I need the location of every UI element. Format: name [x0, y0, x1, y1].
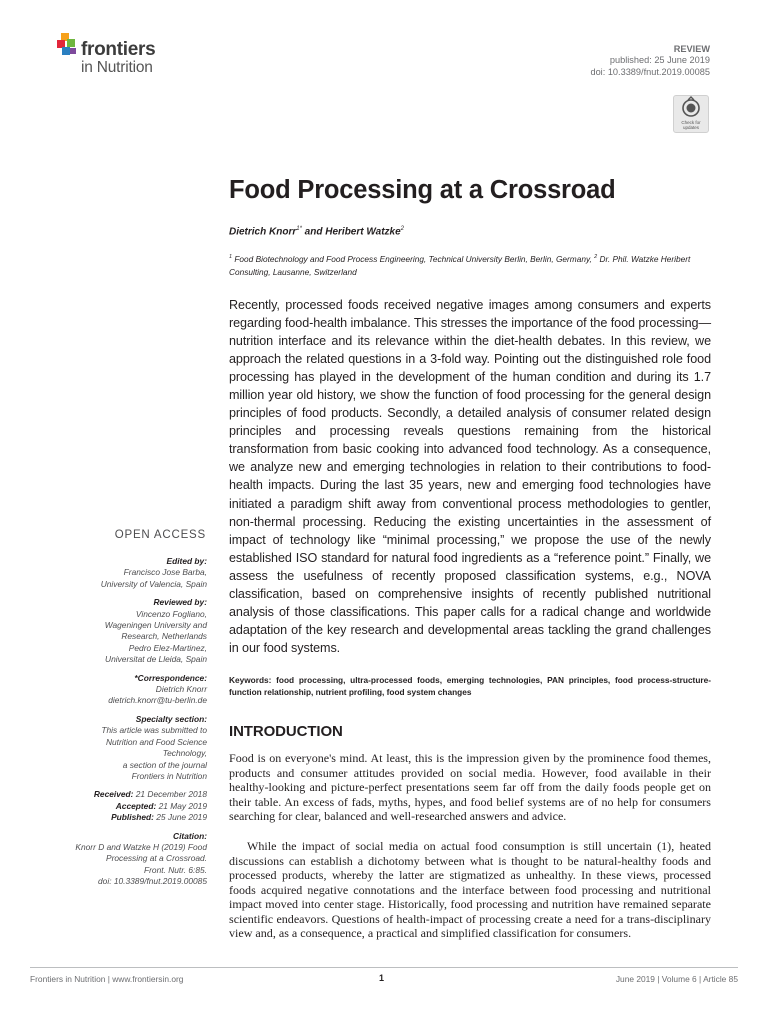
sidebar-line: Front. Nutr. 6:85. — [144, 864, 207, 875]
open-access-label: OPEN ACCESS — [114, 529, 206, 541]
article-sidebar — [40, 556, 207, 895]
article-dates — [40, 789, 207, 823]
journal-logo[interactable] — [57, 33, 187, 78]
correspondence-email-link[interactable]: dietrich.knorr@tu-berlin.de — [108, 695, 207, 706]
date-label: Published: — [111, 812, 154, 823]
sidebar-label: Specialty section: — [135, 713, 207, 724]
published-date-sidebar — [40, 812, 207, 823]
sidebar-line: Research, Netherlands — [121, 631, 207, 642]
article-doi[interactable]: doi: 10.3389/fnut.2019.00085 — [590, 66, 710, 77]
sidebar-line: University of Valencia, Spain — [100, 578, 207, 589]
sidebar-line: a section of the journal — [122, 759, 207, 770]
edited-by — [40, 556, 207, 590]
sidebar-line[interactable]: Frontiers in Nutrition — [131, 770, 207, 781]
sidebar-line[interactable]: Vincenzo Fogliano, — [135, 608, 207, 619]
sidebar-line[interactable]: Francisco Jose Barba, — [123, 567, 207, 578]
affiliation-text: Food Biotechnology and Food Process Engineering, Technical University Berlin, Berlin, Germany, — [232, 253, 595, 264]
keywords: Keywords: food processing, ultra-processed foods, emerging technologies, PAN principles, food process-structure-function relationship, nutrient profiling, food system changes — [229, 675, 711, 697]
date-label: Accepted: — [115, 800, 157, 811]
accepted-date — [40, 801, 207, 812]
body-paragraph: Food is on everyone's mind. At least, this is the impression given by the prominence food themes, products and consumer attitudes provided on social media. However, food available in their healthy-looking and picture-perfect presentations seem far off from the daily foods people get on their table. An excess of fads, myths, hypes, and food belief systems are of no help for consumers searching for clear, balanced and well-researched answers and advice. — [229, 751, 711, 824]
check-updates-label: Check for updates — [681, 120, 701, 130]
author-name[interactable]: Heribert Watzke — [325, 226, 401, 238]
sidebar-label: *Correspondence: — [134, 672, 207, 683]
published-date: published: 25 June 2019 — [609, 55, 710, 66]
footer-divider — [30, 967, 738, 968]
footer-journal-link[interactable]: Frontiers in Nutrition | www.frontiersin.org — [30, 974, 184, 984]
sidebar-line: Technology, — [162, 748, 207, 759]
sidebar-label: Reviewed by: — [153, 597, 207, 608]
received-date — [40, 789, 207, 800]
sidebar-line[interactable]: Pedro Elez-Martinez, — [128, 642, 207, 653]
author-conjunction: and — [301, 226, 326, 238]
reviewed-by — [40, 597, 207, 665]
logo-brand: frontiers — [81, 39, 156, 60]
date-value: 21 May 2019 — [156, 800, 207, 811]
sidebar-line: Processing at a Crossroad. — [105, 853, 207, 864]
affiliation-mark: 2 — [594, 254, 598, 260]
citation-doi-link[interactable]: doi: 10.3389/fnut.2019.00085 — [98, 876, 207, 887]
section-heading: INTRODUCTION — [229, 723, 343, 740]
check-updates-icon — [674, 96, 708, 120]
sidebar-line: Universitat de Lleida, Spain — [105, 654, 207, 665]
body-paragraph: While the impact of social media on actual food consumption is still uncertain (1), heated discussions can establish a dichotomy between what is thought to be natural-healthy foods and processed products, whereby the latter are stigmatized as unhealthy. In these views, processed foods acquired negative connotations and the interface between food processing and nutritional impact moved into center stage. Historically, food processing and nutrition have remained separate scientific endeavors. Questions of health-impact of processing create a need for a trans-disciplinary view and, as a consequence, a practical and simplified classification for consumers. — [229, 839, 711, 941]
page-number: 1 — [379, 973, 385, 983]
author-affiliation-mark: 1* — [296, 226, 302, 232]
affiliations — [229, 251, 711, 280]
article-title: Food Processing at a Crossroad — [229, 176, 616, 204]
date-value: 21 December 2018 — [133, 789, 207, 800]
sidebar-line[interactable]: Dietrich Knorr — [155, 684, 207, 695]
author-affiliation-mark: 2 — [400, 226, 404, 232]
sidebar-line: This article was submitted to — [101, 725, 207, 736]
sidebar-label: Citation: — [173, 830, 207, 841]
date-label: Received: — [93, 789, 134, 800]
sidebar-line: Wageningen University and — [104, 620, 207, 631]
article-meta — [590, 44, 710, 78]
date-value: 25 June 2019 — [153, 812, 207, 823]
sidebar-line: Nutrition and Food Science — [105, 736, 207, 747]
logo-journal-name: in Nutrition — [81, 59, 153, 76]
correspondence — [40, 673, 207, 707]
affiliation-mark: 1 — [229, 254, 233, 260]
footer-issue-info: June 2019 | Volume 6 | Article 85 — [615, 974, 738, 984]
sidebar-label: Edited by: — [166, 556, 207, 566]
sidebar-line: Knorr D and Watzke H (2019) Food — [75, 841, 207, 852]
article-type: REVIEW — [673, 44, 710, 54]
citation — [40, 831, 207, 888]
affiliation-text: Dr. Phil. Watzke Heribert Consulting, Lausanne, Switzerland — [229, 253, 691, 278]
frontiers-logo-icon — [57, 33, 79, 57]
author-list — [229, 226, 404, 237]
abstract: Recently, processed foods received negative images among consumers and experts regarding food-health imbalance. This stresses the importance of the food processing—nutrition interface and its relevance within the diet-health debates. In this review, we approach the related questions in a 3-fold way. Pointing out the distinguished role food processing has played in the development of the human condition and during its 1.7 million year old history, we show the function of food processing for the general design principles of food products. Secondly, a detailed analysis of consumer related design principles and processing reveals questions remaining from the historical transformation from basic cooking into advanced food technology. As a consequence, we analyze new and emerging technologies in relation to their contributions to food-health impacts. During the last 35 years, new and emerging food technologies have initiated a paradigm shift away from conventional process methodologies to gentler, non-thermal processing. Reducing the existing uncertainties in the assessment of impact of technology like “minimal processing,” we propose the use of the newly established ISO standard for natural food ingredients as a “reference point.” Finally, we assess the usefulness of recently proposed classification systems, e.g., NOVA classification, based on comprehensive insights of recently published nutritional analysis of those classifications. This paper calls for a radical change and worldwide adaptation of the key research and developmental areas tackling the grand challenges in our food systems. — [229, 298, 711, 655]
author-name[interactable]: Dietrich Knorr — [229, 226, 297, 238]
check-for-updates-button[interactable] — [673, 95, 709, 133]
specialty-section — [40, 714, 207, 782]
